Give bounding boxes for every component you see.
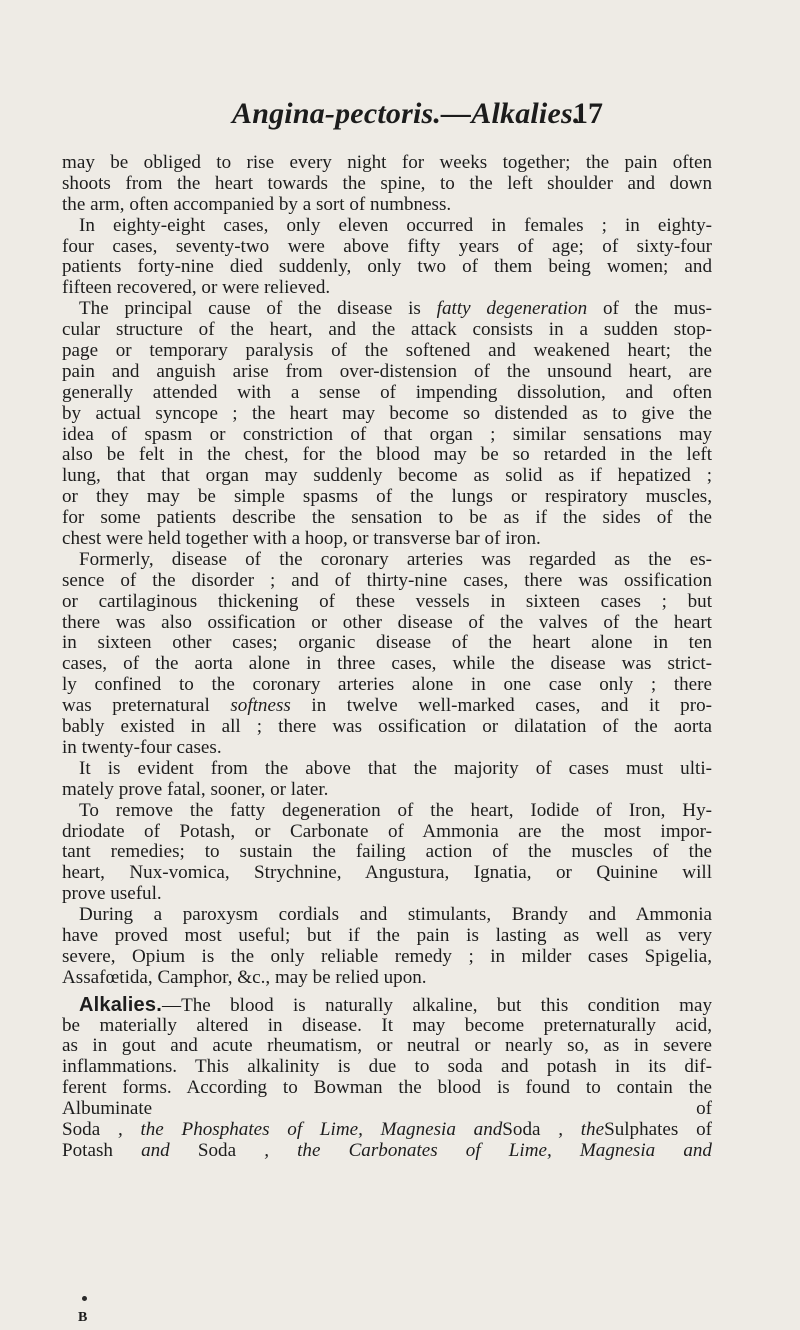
emphasis: , the Carbonates of Lime, Magnesia and	[264, 1139, 712, 1161]
text-line: heart, Nux-vomica, Strychnine, Angustura, Ignatia, or Quinine will	[62, 862, 712, 884]
text-line: bably existed in all ; there was ossification or dilatation of the aorta	[62, 716, 712, 738]
text-line: cases, of the aorta alone in three cases, while the disease was strict-	[62, 653, 712, 675]
text-line: have proved most useful; but if the pain is lasting as well as very	[62, 924, 712, 946]
text-line: fifteen recovered, or were relieved.	[62, 277, 331, 299]
text-line: sence of the disorder ; and of thirty-nine cases, there was ossification	[62, 569, 712, 591]
text-line: It is evident from the above that the majority of cases must ulti-	[79, 757, 712, 779]
emphasis: , the Phosphates of Lime, Magnesia and	[117, 1118, 503, 1140]
text-line: Formerly, disease of the coronary arteries was regarded as the es-	[79, 548, 712, 570]
text-line: shoots from the heart towards the spine, to the left shoulder and down	[62, 172, 712, 194]
text-line: lung, that that organ may suddenly become as solid as if hepatized ;	[62, 465, 712, 487]
text-line: page or temporary paralysis of the softened and weakened heart; the	[62, 340, 712, 362]
text-line: Albuminate of	[62, 1098, 712, 1120]
emphasis: and	[141, 1139, 170, 1161]
running-head	[0, 97, 800, 137]
text-line: idea of spasm or constriction of that organ ; similar sensations may	[62, 423, 712, 445]
emphasis: softness	[230, 695, 291, 717]
text-line: as in gout and acute rheumatism, or neutral or nearly so, as in severe	[62, 1035, 712, 1057]
text-line: in sixteen other cases; organic disease of the heart alone in ten	[62, 632, 712, 654]
text-line: or cartilaginous thickening of these vessels in sixteen cases ; but	[62, 590, 712, 612]
emphasis: , the	[558, 1118, 605, 1140]
page-number: 17	[573, 97, 603, 130]
text-line: pain and anguish arise from over-distension of the unsound heart, are	[62, 360, 712, 382]
signature-mark: B	[78, 1310, 88, 1325]
text-line: Soda , the Phosphates of Lime, Magnesia andSoda , theSulphates of	[62, 1118, 712, 1140]
text-line: Assafœtida, Camphor, &c., may be relied upon.	[62, 966, 427, 988]
text-line: The principal cause of the disease is fatty degeneration of the mus-	[79, 298, 712, 320]
text-line: there was also ossification or other disease of the valves of the heart	[62, 611, 712, 633]
text-line: ferent forms. According to Bowman the blood is found to contain the	[62, 1077, 712, 1099]
text-line: During a paroxysm cordials and stimulants, Brandy and Ammonia	[79, 904, 712, 926]
text-line: patients forty-nine died suddenly, only two of them being women; and	[62, 256, 712, 278]
text-line: tant remedies; to sustain the failing action of the muscles of the	[62, 841, 712, 863]
text-line: the arm, often accompanied by a sort of numbness.	[62, 193, 452, 215]
text-line: severe, Opium is the only reliable remedy ; in milder cases Spigelia,	[62, 945, 712, 967]
section-heading: Alkalies.	[79, 993, 162, 1016]
text-line: Alkalies.—The blood is naturally alkaline, but this condition may	[79, 993, 712, 1016]
text-line: In eighty-eight cases, only eleven occurred in females ; in eighty-	[79, 214, 712, 236]
emphasis: fatty degeneration	[436, 298, 588, 320]
text-line: driodate of Potash, or Carbonate of Ammonia are the most impor-	[62, 820, 712, 842]
text-line: in twenty-four cases.	[62, 736, 222, 758]
text-line: was preternatural softness in twelve well-marked cases, and it pro-	[62, 695, 712, 717]
text-line: by actual syncope ; the heart may become so distended as to give the	[62, 402, 712, 424]
text-line: inflammations. This alkalinity is due to soda and potash in its dif-	[62, 1056, 712, 1078]
text-line: prove useful.	[62, 883, 162, 905]
text-line: or they may be simple spasms of the lungs or respiratory muscles,	[62, 486, 712, 508]
text-line: Potash and Soda , the Carbonates of Lime, Magnesia and	[62, 1139, 712, 1161]
text-line: may be obliged to rise every night for weeks together; the pain often	[62, 152, 712, 173]
ink-dot	[82, 1296, 87, 1301]
text-line: ly confined to the coronary arteries alone in one case only ; there	[62, 674, 712, 696]
text-line: To remove the fatty degeneration of the heart, Iodide of Iron, Hy-	[79, 799, 712, 821]
text-line: generally attended with a sense of impending dissolution, and often	[62, 381, 712, 403]
text-line: chest were held together with a hoop, or transverse bar of iron.	[62, 528, 541, 550]
text-line: cular structure of the heart, and the attack consists in a sudden stop-	[62, 319, 712, 341]
running-title: Angina-pectoris.—Alkalies.	[232, 97, 581, 130]
body-text	[62, 153, 712, 1162]
text-line: also be felt in the chest, for the blood may be so retarded in the left	[62, 444, 712, 466]
text-line: for some patients describe the sensation to be as if the sides of the	[62, 507, 712, 529]
text-line: be materially altered in disease. It may become preternaturally acid,	[62, 1014, 712, 1036]
text-line: four cases, seventy-two were above fifty years of age; of sixty-four	[62, 235, 712, 257]
text-line: mately prove fatal, sooner, or later.	[62, 778, 329, 800]
